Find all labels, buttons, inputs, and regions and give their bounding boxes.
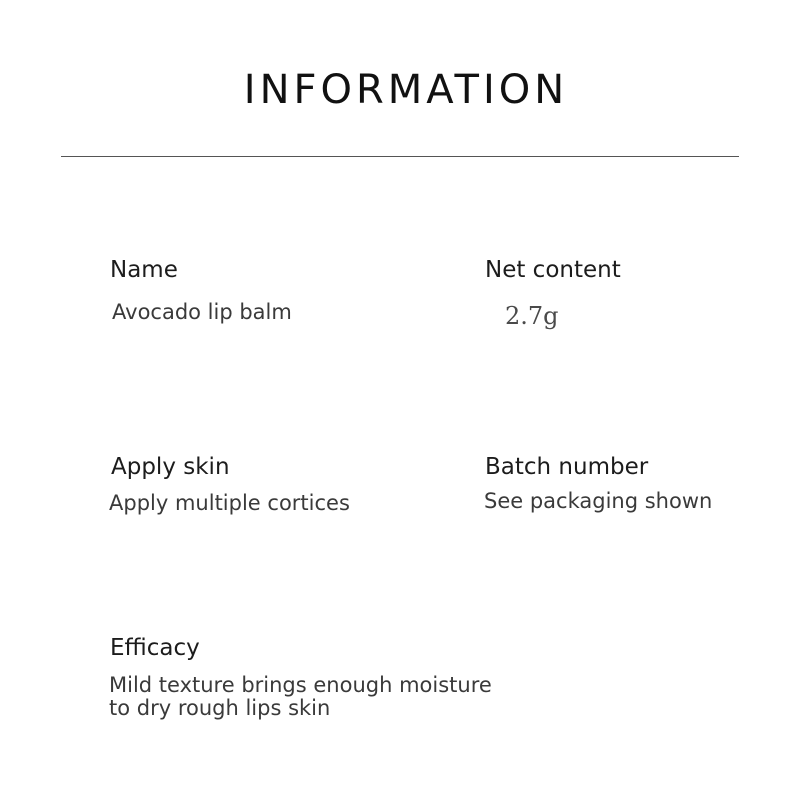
field-label: Batch number: [485, 454, 649, 480]
field-value: Apply multiple cortices: [109, 491, 350, 515]
page-title: INFORMATION: [243, 67, 569, 113]
field-value: Mild texture brings enough moisture to dry rough lips skin: [109, 673, 492, 720]
field-label: Net content: [485, 257, 621, 283]
field-value: Avocado lip balm: [112, 300, 292, 324]
field-value: 2.7g: [505, 302, 559, 330]
field-apply-skin: [111, 453, 350, 515]
field-name: [110, 256, 292, 324]
field-label: Name: [110, 257, 178, 283]
field-value: See packaging shown: [484, 489, 713, 513]
title-divider: [61, 156, 739, 157]
field-label: Efficacy: [110, 635, 200, 661]
field-label: Apply skin: [111, 454, 230, 480]
field-batch-number: [485, 453, 712, 513]
field-efficacy: [110, 634, 492, 720]
field-net-content: [485, 256, 621, 328]
